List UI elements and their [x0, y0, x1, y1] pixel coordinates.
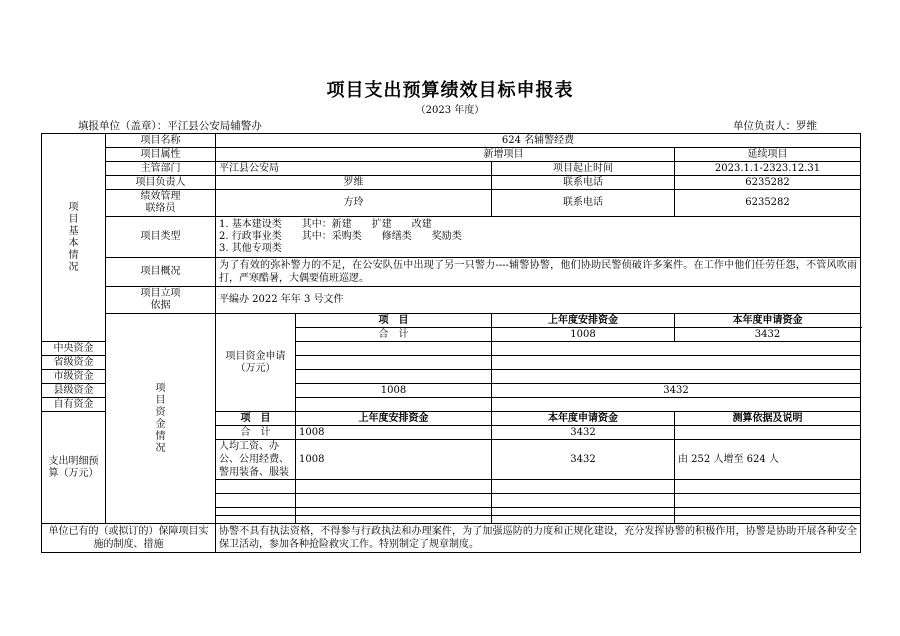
col-item: 项 目 — [296, 314, 492, 328]
label-dept: 主管部门 — [106, 162, 216, 176]
label-overview: 项目概况 — [106, 258, 216, 287]
detail-total-label: 合 计 — [216, 426, 296, 440]
fund-row-this — [492, 398, 861, 412]
fund-row-last: 1008 — [492, 328, 675, 342]
empty-cell — [492, 480, 675, 494]
empty-cell — [675, 494, 861, 508]
fund-row-label: 县级资金 — [42, 384, 106, 398]
detail-item-this: 3432 — [492, 440, 675, 480]
empty-cell — [675, 516, 861, 524]
type-line-3: 3. 其他专项类 — [219, 243, 282, 254]
section-basic — [42, 134, 106, 342]
empty-cell — [492, 508, 675, 516]
value-attr-cont: 延续项目 — [675, 148, 861, 162]
section-char: 本 — [68, 237, 79, 249]
fund-row-last — [296, 370, 492, 384]
unit-head: 单位负责人：罗维 — [733, 120, 817, 132]
label-basis-line1: 项目立项 — [140, 288, 181, 299]
empty-cell — [296, 516, 492, 524]
fund-row-this — [492, 342, 861, 356]
value-phone: 6235282 — [675, 176, 861, 190]
row-dept — [42, 162, 861, 176]
value-attr-new: 新增项目 — [216, 148, 675, 162]
label-system: 单位已有的（或拟订的）保障项目实施的制度、措施 — [42, 524, 216, 553]
empty-cell — [492, 494, 675, 508]
empty-cell — [675, 480, 861, 494]
value-basis: 平编办 2022 年年 3 号文件 — [216, 287, 861, 314]
type-line-2: 2. 行政事业类 其中：采购类 修缮类 奖励类 — [219, 231, 462, 242]
empty-cell — [296, 508, 492, 516]
fund-row-last — [296, 356, 492, 370]
fund-row-last — [296, 342, 492, 356]
detail-col-basis: 测算依据及说明 — [675, 412, 861, 426]
fund-row-label: 省级资金 — [42, 356, 106, 370]
row-funds-header — [42, 314, 861, 328]
empty-cell — [216, 516, 296, 524]
section-char: 基 — [68, 225, 79, 237]
row-project-type — [42, 217, 861, 258]
section-char: 金 — [155, 418, 166, 430]
section-char: 项 — [68, 201, 79, 213]
value-system: 协警不具有执法资格，不得参与行政执法和办理案件，为了加强巡防的力度和正规化建设，充分发挥协警的积极作用，协警是协助开展各种安全保卫活动，参加各种抢险救灾工作。特别制定了规章制度。 — [216, 524, 861, 553]
row-perf-contact — [42, 190, 861, 217]
label-project-type: 项目类型 — [106, 217, 216, 258]
label-period: 项目起止时间 — [492, 162, 675, 176]
row-overview — [42, 258, 861, 287]
detail-total-this: 3432 — [492, 426, 675, 440]
row-basis — [42, 287, 861, 314]
filling-unit: 填报单位（盖章）：平江县公安局辅警办 — [78, 120, 262, 132]
label-funds-apply: 项目资金申请（万元） — [216, 314, 296, 412]
section-char: 项 — [155, 382, 166, 394]
value-perf-phone: 6235282 — [675, 190, 861, 217]
section-char: 资 — [155, 406, 166, 418]
empty-cell — [492, 516, 675, 524]
value-dept: 平江县公安局 — [216, 162, 492, 176]
section-char: 情 — [68, 249, 79, 261]
label-leader: 项目负责人 — [106, 176, 216, 190]
detail-col-last: 上年度安排资金 — [296, 412, 492, 426]
section-char: 况 — [68, 261, 79, 273]
label-perf-line2: 联络员 — [145, 203, 176, 214]
value-perf-contact: 方玲 — [216, 190, 492, 217]
empty-cell — [296, 494, 492, 508]
row-leader — [42, 176, 861, 190]
page-title: 项目支出预算绩效目标申报表 — [326, 80, 574, 101]
label-perf-contact — [106, 190, 216, 217]
fund-row-this — [492, 370, 861, 384]
label-perf-phone: 联系电话 — [492, 190, 675, 217]
fund-row-label: 自有资金 — [42, 398, 106, 412]
section-funds — [106, 314, 216, 524]
fund-row-label: 合 计 — [296, 328, 492, 342]
fund-row-this — [492, 356, 861, 370]
value-project-type — [216, 217, 861, 258]
label-perf-line1: 绩效管理 — [140, 191, 181, 202]
detail-total-last: 1008 — [296, 426, 492, 440]
section-char: 情 — [155, 430, 166, 442]
label-project-attr: 项目属性 — [106, 148, 216, 162]
label-detail-budget: 支出明细预算（万元） — [42, 412, 106, 524]
col-this-year: 本年度申请资金 — [675, 314, 861, 328]
section-char: 况 — [155, 442, 166, 454]
fund-row-label: 市级资金 — [42, 370, 106, 384]
empty-cell — [216, 508, 296, 516]
label-phone: 联系电话 — [492, 176, 675, 190]
detail-item-label: 人均工资、办公、公用经费、警用装备、服装 — [216, 440, 296, 480]
empty-cell — [296, 480, 492, 494]
detail-item-basis: 由 252 人增至 624 人 — [675, 440, 861, 480]
col-last-year: 上年度安排资金 — [492, 314, 675, 328]
value-leader: 罗维 — [216, 176, 492, 190]
detail-col-item: 项 目 — [216, 412, 296, 426]
value-overview: 为了有效的弥补警力的不足，在公安队伍中出现了另一只警力----辅警协警，他们协助民警侦破许多案件。在工作中他们任劳任怨，不管风吹雨打，严寒酷暑，大偶要值班巡逻。 — [216, 258, 861, 287]
detail-col-this: 本年度申请资金 — [492, 412, 675, 426]
label-basis-line2: 依据 — [150, 300, 171, 311]
fund-row-last — [296, 398, 492, 412]
fund-row-label: 中央资金 — [42, 342, 106, 356]
empty-cell — [675, 508, 861, 516]
type-line-1: 1. 基本建设类 其中：新建 扩建 改建 — [219, 219, 432, 230]
fund-row-last: 1008 — [296, 384, 492, 398]
row-project-name — [42, 134, 861, 148]
year-label: （2023 年度） — [415, 105, 485, 116]
empty-cell — [216, 480, 296, 494]
label-project-name: 项目名称 — [106, 134, 216, 148]
value-period: 2023.1.1-2323.12.31 — [675, 162, 861, 176]
detail-item-last: 1008 — [296, 440, 492, 480]
fund-row-this: 3432 — [675, 328, 861, 342]
label-basis — [106, 287, 216, 314]
row-system — [42, 524, 861, 553]
empty-cell — [216, 494, 296, 508]
detail-total-basis — [675, 426, 861, 440]
fund-row-this: 3432 — [492, 384, 861, 398]
value-project-name: 624 名辅警经费 — [216, 134, 861, 148]
section-char: 目 — [155, 394, 166, 406]
performance-table — [41, 133, 861, 553]
row-project-attr — [42, 148, 861, 162]
section-char: 目 — [68, 213, 79, 225]
